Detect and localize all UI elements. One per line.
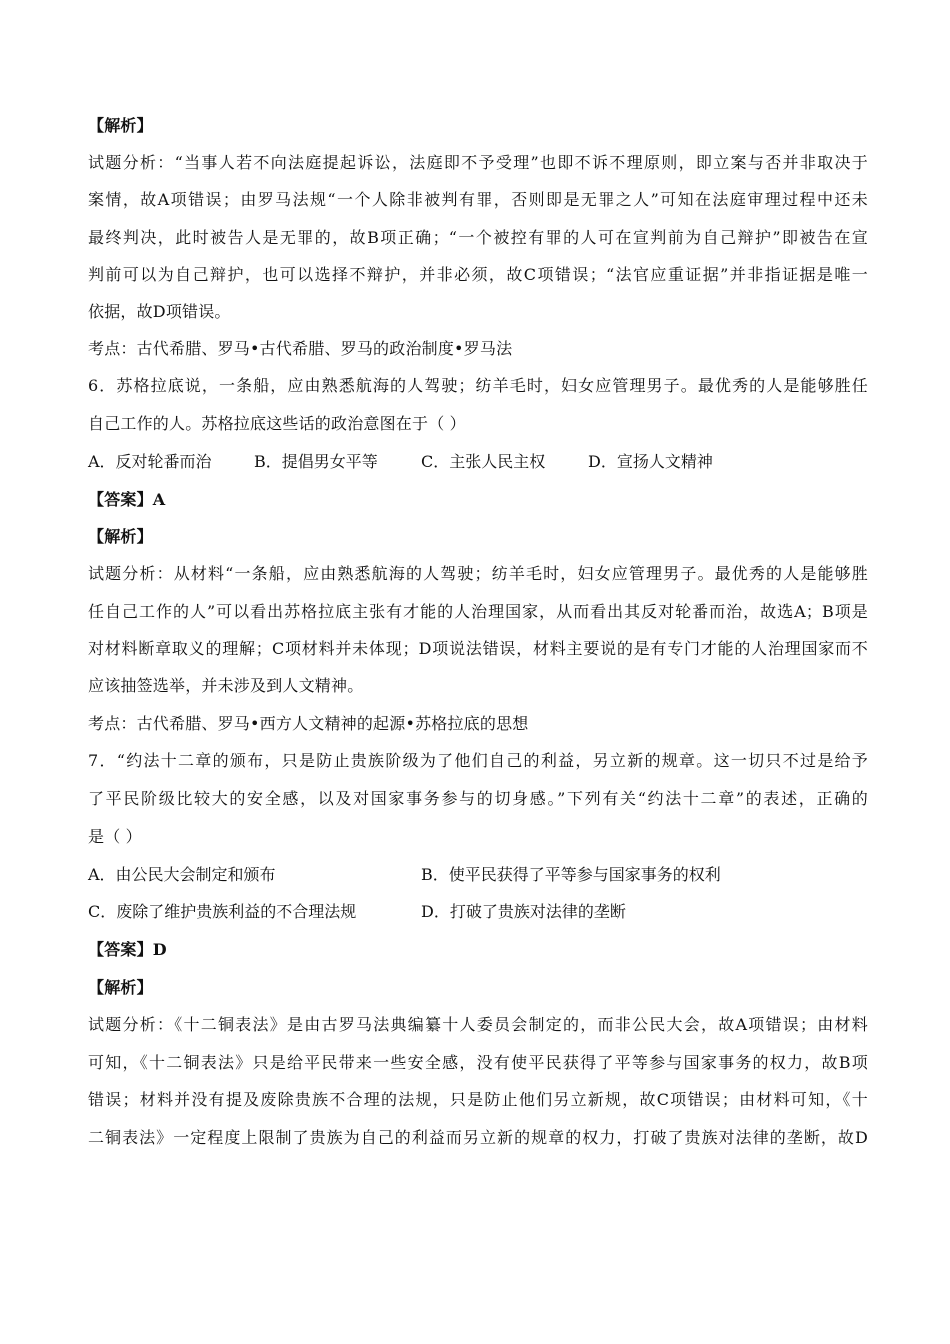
analysis-heading: 【解析】: [88, 527, 153, 546]
analysis-line: 二铜表法》一定程度上限制了贵族为自己的利益而另立新的规章的权力，打破了贵族对法律的垄断，故D: [88, 1128, 868, 1147]
analysis-line: 最终判决，此时被告人是无罪的，故B项正确；“一个被控有罪的人可在宣判前为自己辩护”即被告在宣: [88, 228, 868, 247]
question-6-option-d: D．宣扬人文精神: [588, 452, 713, 471]
analysis-line: 试题分析：《十二铜表法》是由古罗马法典编纂十人委员会制定的，而非公民大会，故A项错误；由材料: [88, 1015, 868, 1034]
analysis-line: 应该抽签选举，并未涉及到人文精神。: [88, 676, 364, 695]
analysis-line: 可知，《十二铜表法》只是给平民带来一些安全感，没有使平民获得了平等参与国家事务的权力，故B项: [88, 1053, 868, 1072]
question-6-stem: 6．苏格拉底说，一条船，应由熟悉航海的人驾驶；纺羊毛时，妇女应管理男子。最优秀的人是能够胜任: [88, 376, 868, 395]
question-7-option-c: C．废除了维护贵族利益的不合理法规: [88, 902, 357, 921]
analysis-heading: 【解析】: [88, 978, 153, 997]
kaodian-line: 考点：古代希腊、罗马•古代希腊、罗马的政治制度•罗马法: [88, 339, 513, 358]
question-7-stem: 7．“约法十二章的颁布，只是防止贵族阶级为了他们自己的利益，另立新的规章。这一切只不过是给予: [88, 751, 868, 770]
kaodian-line: 考点：古代希腊、罗马•西方人文精神的起源•苏格拉底的思想: [88, 714, 529, 733]
analysis-line: 试题分析：“当事人若不向法庭提起诉讼，法庭即不予受理”也即不诉不理原则，即立案与否并非取决于: [88, 153, 868, 172]
question-7-answer: 【答案】D: [88, 940, 167, 959]
question-6-stem: 自己工作的人。苏格拉底这些话的政治意图在于（ ）: [88, 414, 466, 433]
question-7-option-d: D．打破了贵族对法律的垄断: [421, 902, 626, 921]
question-7-option-a: A．由公民大会制定和颁布: [88, 865, 276, 884]
analysis-line: 案情，故A项错误；由罗马法规“一个人除非被判有罪，否则即是无罪之人”可知在法庭审理过程中还未: [88, 190, 868, 209]
question-6-option-c: C．主张人民主权: [421, 452, 546, 471]
analysis-line: 试题分析：从材料“一条船，应由熟悉航海的人驾驶；纺羊毛时，妇女应管理男子。最优秀的人是能够胜: [88, 564, 868, 583]
analysis-line: 任自己工作的人”可以看出苏格拉底主张有才能的人治理国家，从而看出其反对轮番而治，故选A；B项是: [88, 602, 868, 621]
question-6-answer: 【答案】A: [88, 490, 166, 509]
question-6-option-a: A．反对轮番而治: [88, 452, 212, 471]
analysis-line: 依据，故D项错误。: [88, 302, 231, 321]
analysis-line: 对材料断章取义的理解；C项材料并未体现；D项说法错误，材料主要说的是有专门才能的人治理国家而不: [88, 639, 868, 658]
analysis-line: 错误；材料并没有提及废除贵族不合理的法规，只是防止他们另立新规，故C项错误；由材料可知，《十: [88, 1090, 868, 1109]
analysis-line: 判前可以为自己辩护，也可以选择不辩护，并非必须，故C项错误；“法官应重证据”并非指证据是唯一: [88, 265, 868, 284]
question-6-option-b: B．提倡男女平等: [254, 452, 378, 471]
analysis-heading: 【解析】: [88, 116, 153, 135]
question-7-option-b: B．使平民获得了平等参与国家事务的权利: [421, 865, 721, 884]
question-7-stem: 是（ ）: [88, 827, 142, 846]
question-7-stem: 了平民阶级比较大的安全感，以及对国家事务参与的切身感。”下列有关“约法十二章”的表述，正确的: [88, 789, 868, 808]
